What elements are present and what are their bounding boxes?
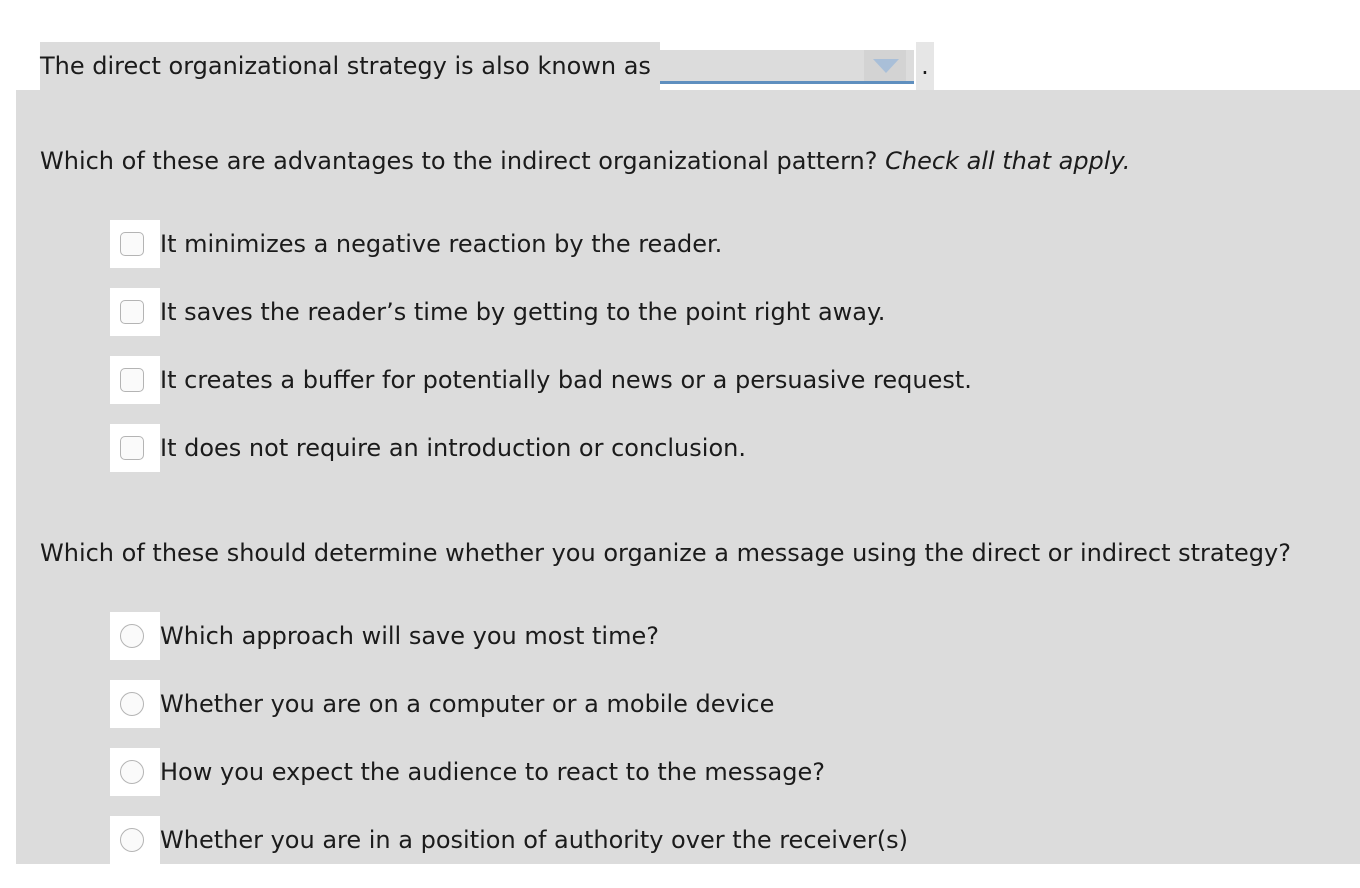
radio-cell: [110, 816, 160, 864]
checkbox-cell: [110, 424, 160, 472]
checkbox-option[interactable]: [110, 424, 1110, 472]
radio-option-label: How you expect the audience to react to the message?: [160, 758, 826, 786]
question3-prompt: Which of these should determine whether you organize a message using the direct or indirect strategy?: [40, 539, 1291, 567]
checkbox-icon[interactable]: [120, 436, 144, 460]
radio-icon[interactable]: [120, 760, 144, 784]
radio-option[interactable]: [110, 680, 1110, 728]
checkbox-option[interactable]: [110, 220, 1110, 268]
radio-option[interactable]: [110, 612, 1110, 660]
checkbox-cell: [110, 288, 160, 336]
checkbox-icon[interactable]: [120, 300, 144, 324]
radio-option[interactable]: [110, 816, 1110, 864]
radio-cell: [110, 680, 160, 728]
radio-icon[interactable]: [120, 692, 144, 716]
checkbox-option-label: It minimizes a negative reaction by the reader.: [160, 230, 723, 258]
radio-option-label: Whether you are on a computer or a mobile device: [160, 690, 775, 718]
question1-period: .: [921, 52, 929, 80]
radio-cell: [110, 612, 160, 660]
question2-text: Which of these are advantages to the indirect organizational pattern?: [40, 147, 878, 175]
radio-cell: [110, 748, 160, 796]
question1-prompt: The direct organizational strategy is also known as: [40, 52, 651, 80]
question2-hint: Check all that apply.: [885, 147, 1131, 175]
answer-dropdown[interactable]: [660, 50, 914, 84]
radio-icon[interactable]: [120, 828, 144, 852]
checkbox-icon[interactable]: [120, 368, 144, 392]
question2-prompt: [40, 144, 1130, 178]
checkbox-option-label: It creates a buffer for potentially bad news or a persuasive request.: [160, 366, 972, 394]
checkbox-cell: [110, 356, 160, 404]
checkbox-option-label: It does not require an introduction or conclusion.: [160, 434, 746, 462]
chevron-down-icon: [873, 59, 899, 73]
checkbox-cell: [110, 220, 160, 268]
radio-option-label: Which approach will save you most time?: [160, 622, 659, 650]
checkbox-option-label: It saves the reader’s time by getting to the point right away.: [160, 298, 886, 326]
radio-option-label: Whether you are in a position of authority over the receiver(s): [160, 826, 909, 854]
radio-option[interactable]: [110, 748, 1110, 796]
checkbox-option[interactable]: [110, 356, 1110, 404]
dropdown-toggle-button[interactable]: [864, 50, 906, 81]
radio-icon[interactable]: [120, 624, 144, 648]
checkbox-icon[interactable]: [120, 232, 144, 256]
checkbox-option[interactable]: [110, 288, 1110, 336]
